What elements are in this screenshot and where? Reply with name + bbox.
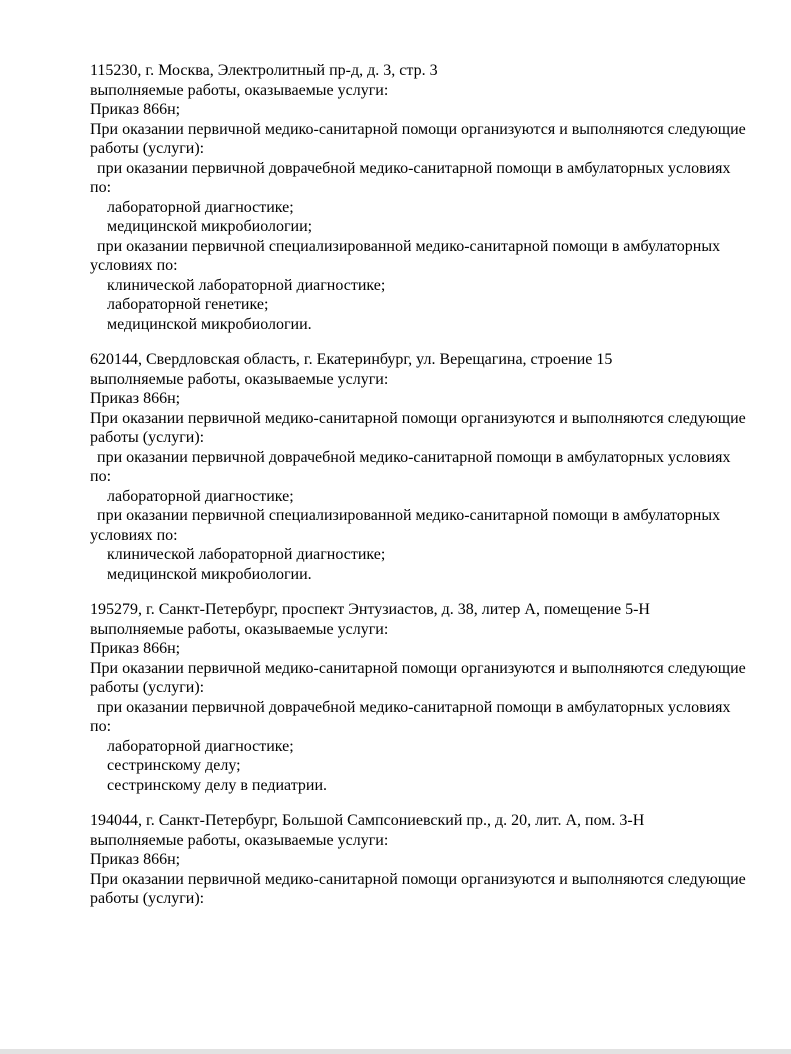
text-line: работы (услуги):: [90, 140, 205, 157]
text-line: при оказании первичной доврачебной медико-санитарной помощи в амбулаторных условиях: [97, 159, 731, 177]
text-line: при оказании первичной доврачебной медико-санитарной помощи в амбулаторных условиях: [97, 448, 731, 466]
address-block: [90, 600, 751, 795]
text-line: по:: [90, 179, 112, 196]
text-line: клинической лабораторной диагностике;: [107, 546, 386, 563]
text-line: при оказании первичной специализированной медико-санитарной помощи в амбулаторных: [97, 507, 721, 524]
text-line: При оказании первичной медико-санитарной помощи организуются и выполняются следующие: [90, 870, 746, 888]
text-line: работы (услуги):: [90, 429, 205, 446]
text-line: при оказании первичной специализированной медико-санитарной помощи в амбулаторных: [97, 237, 721, 255]
text-line: 195279, г. Санкт-Петербург, проспект Энтузиастов, д. 38, литер А, помещение 5-Н: [90, 601, 650, 618]
address-block: [90, 811, 751, 909]
text-line: лабораторной диагностике;: [107, 737, 294, 755]
text-line: работы (услуги):: [90, 679, 205, 696]
text-line: Приказ 866н;: [90, 101, 181, 118]
text-line: Приказ 866н;: [90, 640, 181, 657]
text-line: Приказ 866н;: [90, 390, 181, 407]
address-block: [90, 350, 751, 584]
bottom-edge-bar: [0, 1049, 791, 1054]
text-line: 620144, Свердловская область, г. Екатеринбург, ул. Верещагина, строение 15: [90, 351, 613, 368]
text-line: работы (услуги):: [90, 890, 205, 907]
text-line: При оказании первичной медико-санитарной помощи организуются и выполняются следующие: [90, 659, 746, 677]
text-line: лабораторной диагностике;: [107, 198, 294, 216]
text-line: Приказ 866н;: [90, 851, 181, 868]
text-line: выполняемые работы, оказываемые услуги:: [90, 620, 389, 638]
text-line: выполняемые работы, оказываемые услуги:: [90, 81, 389, 99]
text-line: условиях по:: [90, 257, 178, 274]
address-blocks-container: [90, 61, 751, 909]
text-line: по:: [90, 468, 112, 485]
text-line: медицинской микробиологии.: [107, 565, 312, 583]
text-line: лабораторной генетике;: [107, 296, 269, 313]
text-line: клинической лабораторной диагностике;: [107, 276, 386, 294]
text-line: выполняемые работы, оказываемые услуги:: [90, 831, 389, 849]
text-line: лабораторной диагностике;: [107, 487, 294, 505]
text-line: При оказании первичной медико-санитарной помощи организуются и выполняются следующие: [90, 120, 746, 138]
text-line: 194044, г. Санкт-Петербург, Большой Сампсониевский пр., д. 20, лит. А, пом. 3-Н: [90, 812, 645, 829]
text-line: сестринскому делу в педиатрии.: [107, 776, 328, 794]
text-line: выполняемые работы, оказываемые услуги:: [90, 370, 389, 388]
text-line: сестринскому делу;: [107, 757, 241, 774]
text-line: медицинской микробиологии;: [107, 218, 313, 235]
text-line: медицинской микробиологии.: [107, 315, 312, 333]
address-block: [90, 61, 751, 334]
text-line: 115230, г. Москва, Электролитный пр-д, д. 3, стр. 3: [90, 62, 438, 79]
text-line: условиях по:: [90, 526, 178, 544]
text-line: по:: [90, 718, 112, 735]
text-line: При оказании первичной медико-санитарной помощи организуются и выполняются следующие: [90, 409, 746, 427]
text-line: при оказании первичной доврачебной медико-санитарной помощи в амбулаторных условиях: [97, 698, 731, 716]
